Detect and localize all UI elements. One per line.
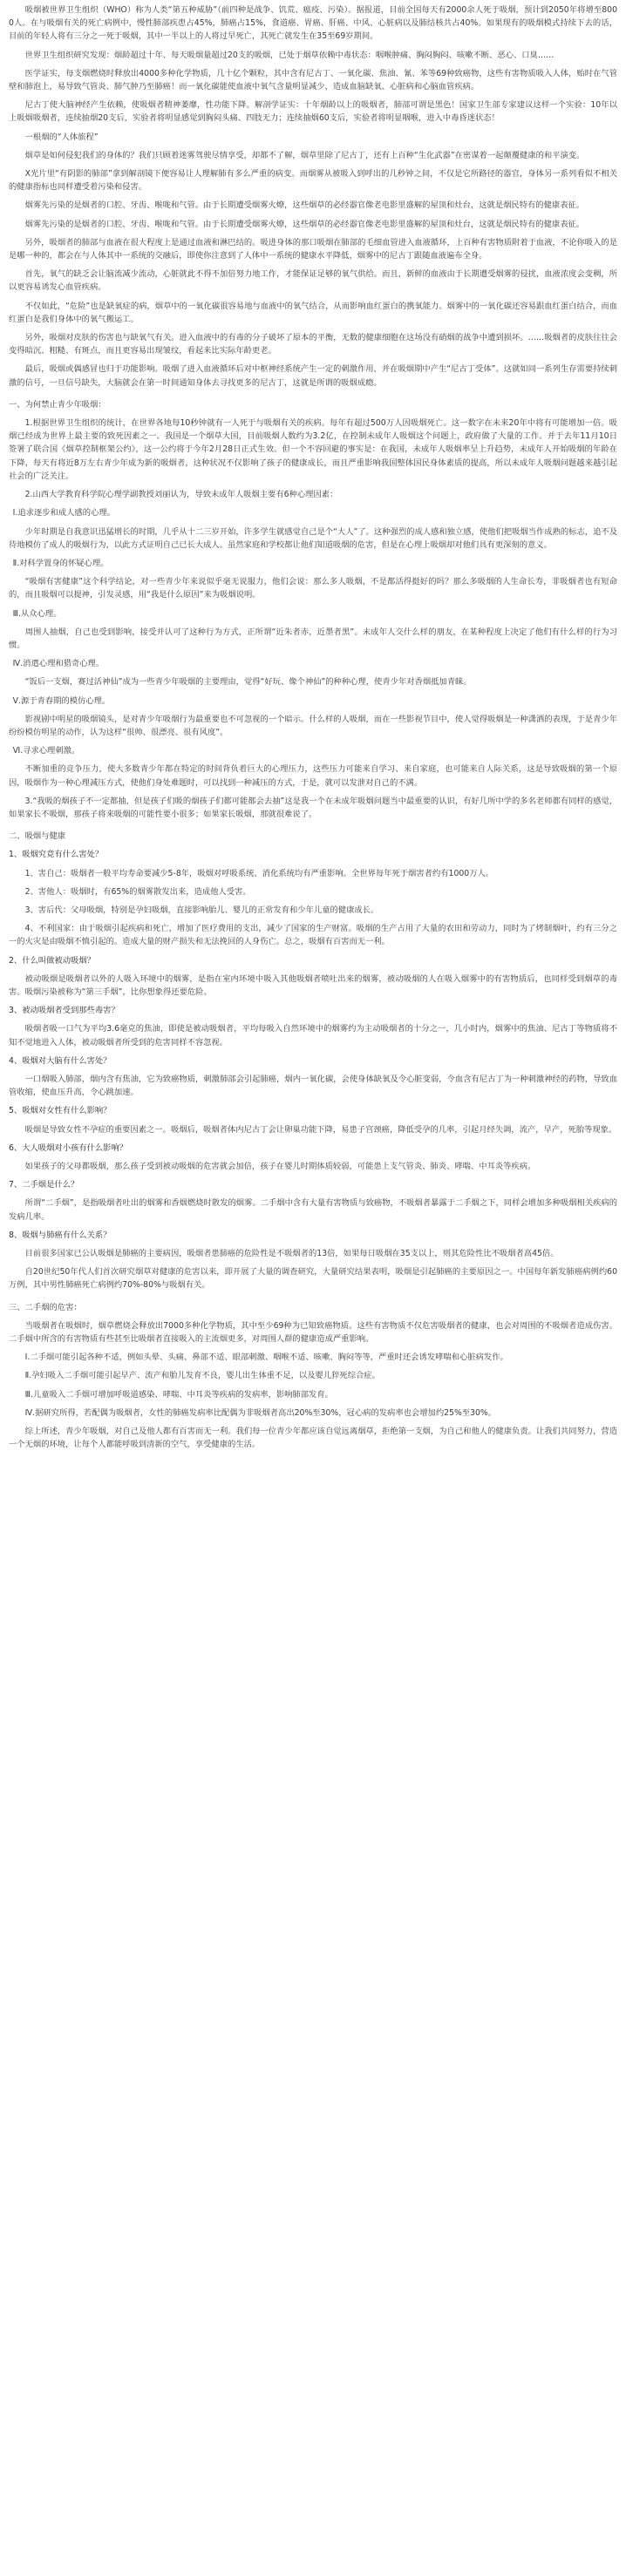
answer: 如果孩子的父母都吸烟，那么孩子受到被动吸烟的危害就会加倍，孩子在婴儿时期体质较弱，可能患上支气管炎、肺炎、哮喘、中耳炎等疾病。 bbox=[24, 1162, 536, 1172]
list-text: Ⅲ.儿童吸入二手烟可增加呼吸道感染、哮喘、中耳炎等疾病的发病率，影响肺部发育。 bbox=[24, 1389, 333, 1400]
paragraph: 1.根据世界卫生组织的统计，在世界各地每10秒钟就有一人死于与吸烟有关的疾病。每年有超过500万人因吸烟死亡。这一数字在未来20年中将有可能增加一倍。吸烟已经成为世界上最主要的致死因素之一。我国是一个烟草大国，目前吸烟人数约为3.2亿，在控制未成年人吸烟这个问题上，政府做了大量的工作。并于去年11月10日签署了联合国《烟草控制框架公约》，这一公约将于今年2月28日正式生效。但一个不容回避的事实是：在我国，未成年人吸烟率呈上升趋势，未成年人开始吸烟的年龄在下降，每天有将近8万左右青少年成为新的吸烟者，这种状况不仅影响了孩子的健康成长，而且严重影响我国整体国民身体素质的提高，所以未成年人吸烟问题越来越引起社会的广泛关注。 bbox=[9, 418, 617, 481]
list-text: 周围人抽烟，自己也受到影响，接受并认可了这种行为方式，正所谓“近朱者赤，近墨者黑”。未成年人交什么样的朋友，在某种程度上决定了他们有什么样的行为习惯。 bbox=[9, 627, 617, 650]
paragraph: 2.山西大学教育科学院心理学副教授刘丽认为，导致未成年人吸烟主要有6种心理因素： bbox=[24, 490, 338, 500]
question: 7、二手烟是什么？ bbox=[9, 1180, 79, 1190]
answer: 4、不利国家：由于吸烟引起疾病和死亡，增加了医疗费用的支出，减少了国家的生产财富。吸烟的生产占用了大量的农田和劳动力，同时为了烤制烟叶，约有三分之一的火灾是由吸烟不慎引起的。造成大量的财产损失和无法挽回的人身伤亡。总之，吸烟有百害而无一利。 bbox=[9, 924, 617, 947]
question: 5、吸烟对女性有什么影响？ bbox=[9, 1106, 112, 1116]
intro-paragraph: 吸烟被世界卫生组织（WHO）称为人类“第五种威胁”（前四种是战争、饥荒、瘟疫、污染）。据报道，目前全国每天有2000余人死于吸烟，预计到2050年将增至8000人。在与吸烟有关的死亡病例中，慢性肺部疾患占45%，肺癌占15%，食道癌、胃癌、肝癌、中风、心脏病以及肺结核共占40%。如果现有的吸烟模式持续下去的话，目前的年轻人将有三分之一死于吸烟，其中一半以上的人将过早死亡，其死亡就发生在35至69岁期间。 bbox=[9, 5, 617, 42]
paragraph: 烟雾先污染的是烟者的口腔、牙齿、喉咙和气管。由于长期遭受烟雾火燎，这些烟草的必经器官像老电影里盛解的屋顶和灶台，这就是烟民特有的健康表征。 bbox=[24, 200, 585, 211]
list-text: “饭后一支烟，赛过活神仙”成为一些青少年吸烟的主要理由，觉得“好玩、像个神仙”的种种心理，使青少年对香烟抵加青睐。 bbox=[24, 677, 472, 688]
list-heading: Ⅵ.寻求心理刺激。 bbox=[12, 746, 80, 756]
answer: 被动吸烟是吸烟者以外的人吸入环境中的烟雾，是指在室内环境中吸入其他吸烟者喷吐出来的烟雾，被动吸烟的人在吸入烟雾中的有害物质后，也同样受到烟草的毒害。吸烟污染被称为“第三手烟”，比你想象得还要危险。 bbox=[9, 973, 617, 997]
section-heading: 二、吸烟与健康 bbox=[9, 831, 66, 842]
section-heading: 三、二手烟的危害： bbox=[9, 1302, 82, 1312]
list-text: Ⅰ.二手烟可能引起各种不适，例如头晕、头痛、鼻部不适、眼部刺激、咽喉不适、咳嗽、胸闷等等，严重时还会诱发哮喘和心脏病发作。 bbox=[24, 1352, 508, 1363]
paragraph: 不仅如此，“危险”也是缺氧症的病，烟草中的一氧化碳很容易地与血液中的氧气结合，从而影响血红蛋白的携氧能力。烟雾中的一氧化碳还容易跟血红蛋白结合，而血红蛋白是我们身体中的氧气搬运工。 bbox=[9, 301, 617, 324]
question: 2、什么叫做被动吸烟？ bbox=[9, 955, 95, 966]
answer: 目前很多国家已公认吸烟是肺癌的主要病因，吸烟者患肺癌的危险性是不吸烟者的13倍，如果每日吸烟在35支以上，则其危险性比不吸烟者高45倍。 bbox=[24, 1249, 559, 1259]
list-heading: Ⅰ.追求逐步和成人感的心理。 bbox=[12, 508, 115, 519]
paragraph: 世界卫生组织研究发现：烟龄超过十年、每天吸烟量超过20支的吸烟，已处于烟草依赖中毒状态：咽喉肿痛、胸闷胸闷、咳嗽不断、恶心、口臭…… bbox=[24, 50, 555, 60]
subheading: 一根烟的“人体旅程” bbox=[24, 132, 99, 142]
list-text: Ⅳ.据研究所得，若配偶为吸烟者，女性的肺癌发病率比配偶为非吸烟者高出20%至30%，冠心病的发病率也会增加约25%至30%。 bbox=[24, 1407, 497, 1418]
question: 3、被动吸烟者受到那些毒害？ bbox=[9, 1006, 119, 1016]
paragraph: 当吸烟者在吸烟时，烟草燃烧会释放出7000多种化学物质，其中至少69种为已知致癌物质。这些有害物质不仅危害吸烟者的健康，也会对周围的不吸烟者造成伤害。二手烟中所含的有害物质有些甚至比吸烟者直接吸入的主流烟更多，对周围人群的健康造成严重影响。 bbox=[9, 1320, 617, 1345]
paragraph: 烟雾先污染的是烟者的口腔、牙齿、喉咙和气管。由于长期遭受烟雾火燎，这些烟草的必经器官像老电影里盛解的屋顶和灶台，这就是烟民特有的健康表征。 bbox=[24, 219, 585, 229]
answer: 3、害后代：父母吸烟，特别是孕妇吸烟，直接影响胎儿、婴儿的正常发育和少年儿童的健康成长。 bbox=[24, 905, 379, 915]
list-text: Ⅱ.孕妇吸入二手烟可能引起早产、流产和胎儿发育不良，婴儿出生体重不足，以及婴儿猝死综合症。 bbox=[24, 1371, 380, 1381]
question: 4、吸烟对大脑有什么害处？ bbox=[9, 1055, 112, 1066]
paragraph: 首先，氧气的缺乏会让脑流减少流动，心脏就此不得不加倍努力地工作，才能保证足够的氧气供给。而且，新鲜的血液由于长期遭受烟雾的侵扰，血液浓度会变稠，所以更容易诱发心血管疾病。 bbox=[9, 269, 617, 293]
list-heading: Ⅳ.消遣心理和猎奇心理。 bbox=[12, 659, 105, 669]
answer: 1、害自己：吸烟者一般平均寿命要减少5-8年，吸烟对呼吸系统、消化系统均有严重影响。全世界每年死于烟害者约有1000万人。 bbox=[24, 868, 494, 878]
paragraph: 烟草是如何侵犯我们的身体的？我们只顾着迷雾驾驶尽情享受，却都不了解，烟草里除了尼古丁，还有上百种“生化武器”在密谋着一起颠覆健康的和平演变。 bbox=[24, 150, 585, 160]
list-heading: Ⅴ.源于青春期的模仿心理。 bbox=[12, 695, 111, 706]
list-text: 不断加重的竞争压力，使大多数青少年都在特定的时间背负着巨大的心理压力，这些压力可能来自学习、来自家庭，也可能来自人际关系，这是导致吸烟的第一个原因，吸烟作为一种心理减压方式，使他们身处难题时，可以找到一种减压的方式，于是，就可以发泄对自己的不满。 bbox=[9, 764, 617, 788]
paragraph: 最后，吸烟或偶感冒也归于功能影响。吸烟了进入血液循环后对中枢神经系统产生一定的刺激作用，并在吸烟期中产生“尼古丁受体”。这就如同一系列生存需要持续刺激的信号，一旦信号缺失，大脑就会在第一时间通知身体去寻找更多的尼古丁，这就是所谓的吸烟成瘾。 bbox=[9, 364, 617, 388]
paragraph: 另外，吸烟对皮肤的伤害也与缺氧气有关。进入血液中的有毒的分子破坏了原本的平衡，无数的健康细胞在这场没有硝烟的战争中遭到损坏。……吸烟者的皮肤往往会变得暗沉、粗糙、有斑点，而且更容易出现皱纹，看起来比实际年龄更老。 bbox=[9, 333, 617, 356]
question: 1、吸烟究竟有什么害处？ bbox=[9, 850, 104, 860]
answer: 吸烟是导致女性不孕症的重要因素之一。吸烟后，吸烟者体内尼古丁会让卵巢功能下降，易患子宫颈癌，降低受孕的几率，引起月经失调，流产，早产，死胎等现象。 bbox=[24, 1124, 617, 1135]
list-text: 少年时期是自我意识迅猛增长的时期，几乎从十二三岁开始，许多学生就感觉自己是个“大人”了。这种强烈的成人感和独立感，使他们把吸烟当作成熟的标志，追不及待地模仿了成人的吸烟行为，以此方式证明自己已长大成人。虽然家庭和学校都让他们知道吸烟的危害，但是在心理上吸烟却对他们具有更深刻的意义。 bbox=[9, 526, 617, 550]
paragraph: X光片里“有阴影的肺部”拿到解剖镜下便容易让人理解肺有多么严重的病变。而烟雾从被吸入到呼出的几秒钟之间，不仅是它所路径的器官，身体另一系列看似不相关的健康指标也同样遭受着污染和侵害。 bbox=[9, 169, 617, 193]
paragraph: 自20世纪50年代人们首次研究烟草对健康的危害以来，即开展了大量的调查研究，大量研究结果表明，吸烟是引起肺癌的主要原因之一。中国每年新发肺癌病例约60万例，其中男性肺癌死亡病例约70%-80%与吸烟有关。 bbox=[9, 1267, 617, 1291]
list-text: 影视剧中明星的吸烟镜头，是对青少年吸烟行为最重要也不可忽视的一个暗示。什么样的人吸烟，而在一些影视节目中，使人觉得吸烟是一种潇洒的表现，于是青少年纷纷模仿明星的动作，认为这样“很帅、很漂亮、很有风度”。 bbox=[9, 714, 617, 737]
answer: 2、害他人：吸烟时，有65%的烟雾散发出来，造成他人受害。 bbox=[24, 886, 251, 897]
answer: 吸烟者吸一口气为平均3.6毫克的焦油，即使是被动吸烟者，平均每吸入自然环境中的烟雾约为主动吸烟者的十分之一，几小时内，烟雾中的焦油、尼古丁等物质将不知不觉地进入人体，被动吸烟者所受到的危害同样不容忽视。 bbox=[9, 1024, 617, 1047]
paragraph: 3.“我吸的烟孩子不一定都抽，但是孩子们吸的烟孩子们都可能都会去抽”这是我一个在未成年吸烟问题当中最重要的认识，有好几所中学的多名老师都有同样的感觉，如果家长不吸烟，那孩子将来吸烟的可能性要小很多；如果家长吸烟，那就很难说了。 bbox=[9, 796, 617, 819]
answer: 一口烟吸入肺部，烟内含有焦油，它为致癌物质，刺激肺部会引起肺癌，烟内一氧化碳，会使身体缺氧及令心脏变弱，令血含有尼古丁为一种刺激神经的药物，导致血管收缩，使血压升高，令心跳加速。 bbox=[9, 1074, 617, 1098]
question: 8、吸烟与肺癌有什么关系？ bbox=[9, 1230, 112, 1240]
conclusion-paragraph: 综上所述，青少年吸烟，对自己及他人都有百害而无一利。我们每一位青少年都应该自觉远离烟草，拒绝第一支烟，为自己和他人的健康负责。让我们共同努力，营造一个无烟的环境，让每个人都能呼吸到清新的空气，享受健康的生活。 bbox=[9, 1427, 617, 1450]
answer: 所谓“二手烟”，是指吸烟者吐出的烟雾和香烟燃烧时散发的烟雾。二手烟中含有大量有害物质与致癌物，不吸烟者暴露于二手烟之下，同样会增加多种吸烟相关疾病的发病几率。 bbox=[9, 1198, 617, 1222]
paragraph: 尼古丁使大脑神经产生依赖，使吸烟者精神萎靡，性功能下降。解剖学证实：十年烟龄以上的吸烟者，肺部可谓是黑色！国家卫生部专家建议这样一个实验：10年以上吸烟吸烟者，连续抽烟20支后，实验者将明显感觉到胸闷头痛、四肢无力；连续抽烟60支后，实验者将明显咽喉，进入中毒昏迷状态！ bbox=[9, 100, 617, 124]
list-heading: Ⅲ.从众心理。 bbox=[12, 608, 62, 619]
list-text: “吸烟有害健康”这个科学结论，对一些青少年来说似乎毫无说服力，他们会说：那么多人吸烟，不是都活得挺好的吗？那么多吸烟的人生命长寿，非吸烟者也有短命的，而且吸烟可以提神，引发灵感，用“我是什么原因”来为吸烟说明。 bbox=[9, 577, 617, 600]
paragraph: 医学证实，每支烟燃烧时释放出4000多种化学物质，几十亿个颗粒，其中含有尼古丁、一氧化碳、焦油、氰、苯等69种致癌物，这些有害物质吸入人体，贻时在气管壁和肺泡上，易导致气管炎、肺气肿乃至肺癌！而一氧化碳能使血液中氧气含量明显减少，造成血脑缺氧、心脏病和心脑血管疾病。 bbox=[9, 68, 617, 92]
paragraph: 另外，吸烟者的肺部与血液在很大程度上是通过血液和淋巴结的。吸进身体的那口吸烟在肺部的毛细血管进入血液循环，上百种有害物质附着于血液，不论你吸入的是是哪一种的，都会在与人体其中一系统的交融后，即使你注意到了人体中一系统的健康水平降低，烟雾中的尼古丁跟随血液遍布全身。 bbox=[9, 237, 617, 261]
question: 6、大人吸烟对小孩有什么影响？ bbox=[9, 1142, 128, 1153]
list-heading: Ⅱ.对科学置身的怀疑心理。 bbox=[12, 558, 109, 568]
section-heading: 一、为何禁止青少年吸烟： bbox=[9, 399, 106, 410]
